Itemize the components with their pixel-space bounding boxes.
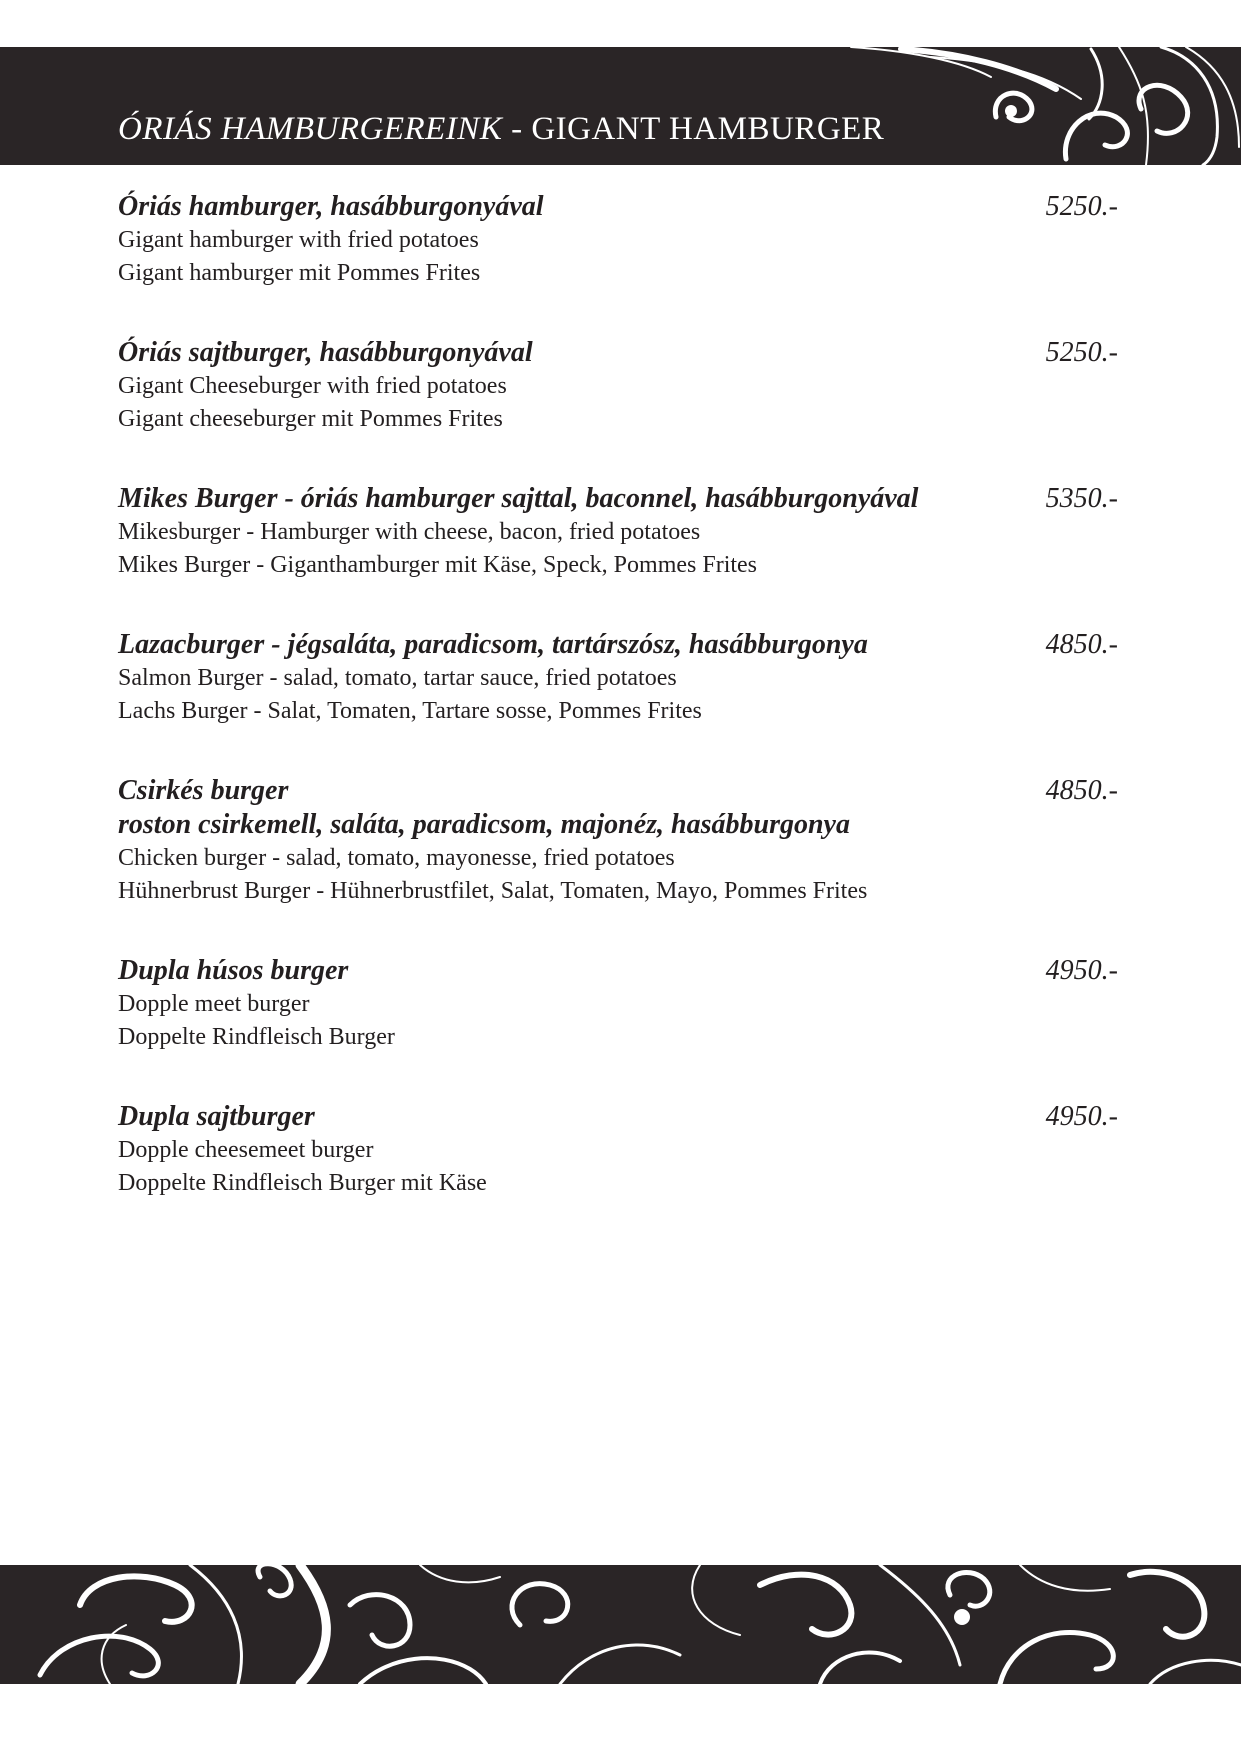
menu-item: [118, 336, 1118, 436]
item-price: 4850.-: [1045, 775, 1118, 806]
item-description-english: Gigant hamburger with fried potatoes: [118, 227, 479, 253]
item-title: Dupla húsos burger: [118, 955, 349, 986]
item-description-german: Hühnerbrust Burger - Hühnerbrustfilet, Salat, Tomaten, Mayo, Pommes Frites: [118, 878, 868, 904]
item-description-german: Gigant cheeseburger mit Pommes Frites: [118, 406, 503, 432]
item-price: 5250.-: [1045, 337, 1118, 368]
item-description-english: Dopple meet burger: [118, 991, 310, 1017]
menu-list: [118, 190, 1118, 1246]
item-price: 4950.-: [1045, 955, 1118, 986]
item-description-german: Gigant hamburger mit Pommes Frites: [118, 260, 481, 286]
footer-band: [0, 1565, 1241, 1684]
item-title: Lazacburger - jégsaláta, paradicsom, tartárszósz, hasábburgonya: [118, 629, 868, 660]
footer-swirl-ornament: [0, 1565, 1241, 1684]
item-title: Mikes Burger - óriás hamburger sajttal, baconnel, hasábburgonyával: [118, 483, 919, 514]
item-price: 5250.-: [1045, 191, 1118, 222]
item-description-english: Chicken burger - salad, tomato, mayonesse, fried potatoes: [118, 845, 675, 871]
header-swirl-ornament: [841, 47, 1241, 165]
menu-item: [118, 482, 1118, 582]
item-title: Csirkés burger: [118, 775, 289, 806]
menu-item: [118, 628, 1118, 728]
item-title: Dupla sajtburger: [118, 1101, 315, 1132]
menu-item: [118, 774, 1118, 908]
item-price: 4950.-: [1045, 1101, 1118, 1132]
item-description-english: Salmon Burger - salad, tomato, tartar sauce, fried potatoes: [118, 665, 677, 691]
item-description-german: Lachs Burger - Salat, Tomaten, Tartare sosse, Pommes Frites: [118, 698, 702, 724]
menu-item: [118, 190, 1118, 290]
item-price: 4850.-: [1045, 629, 1118, 660]
item-description-english: Gigant Cheeseburger with fried potatoes: [118, 373, 507, 399]
item-description-english: Dopple cheesemeet burger: [118, 1137, 374, 1163]
title-separator: -: [502, 111, 532, 147]
title-english: GIGANT HAMBURGER: [531, 111, 885, 147]
title-hungarian: ÓRIÁS HAMBURGEREINK: [118, 111, 503, 147]
item-price: 5350.-: [1045, 483, 1118, 514]
item-subtitle: roston csirkemell, saláta, paradicsom, majonéz, hasábburgonya: [118, 809, 850, 840]
item-description-german: Doppelte Rindfleisch Burger: [118, 1024, 395, 1050]
menu-item: [118, 954, 1118, 1054]
item-description-german: Mikes Burger - Giganthamburger mit Käse, Speck, Pommes Frites: [118, 552, 758, 578]
item-title: Óriás hamburger, hasábburgonyával: [118, 191, 544, 222]
item-description-german: Doppelte Rindfleisch Burger mit Käse: [118, 1170, 487, 1196]
page-title: [118, 111, 884, 148]
header-band: [0, 47, 1241, 165]
menu-item: [118, 1100, 1118, 1200]
item-description-english: Mikesburger - Hamburger with cheese, bacon, fried potatoes: [118, 519, 701, 545]
item-title: Óriás sajtburger, hasábburgonyával: [118, 337, 533, 368]
